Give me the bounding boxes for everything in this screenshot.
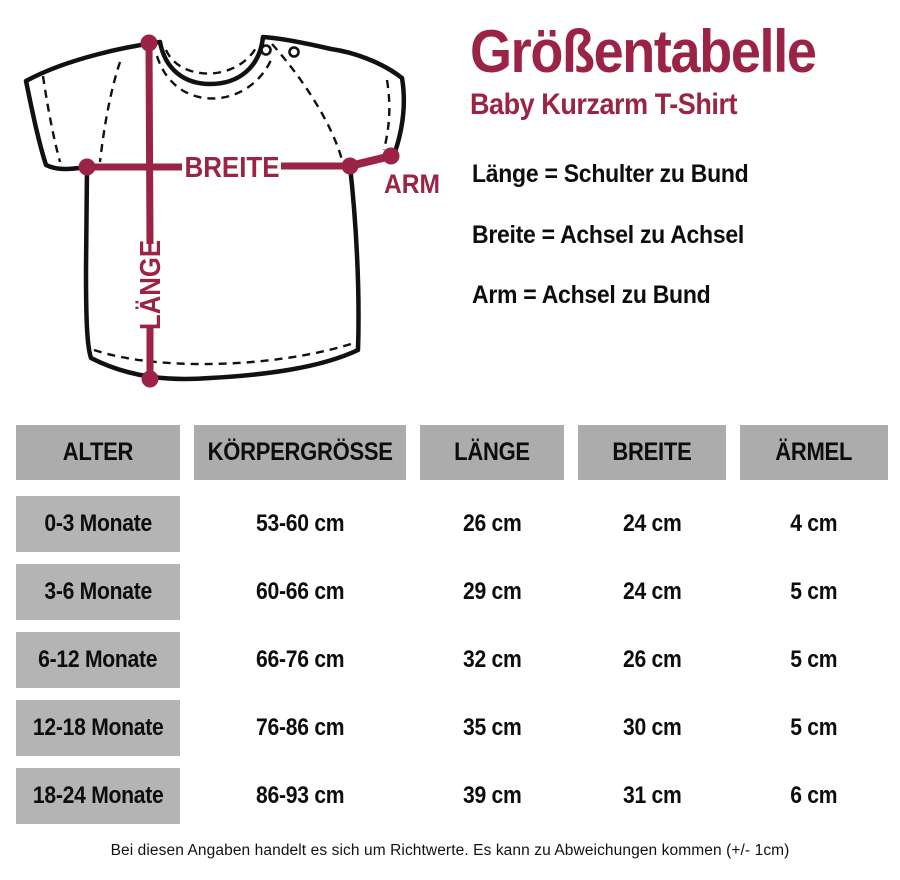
breite-label: BREITE	[184, 152, 280, 184]
tshirt-outline	[26, 37, 404, 379]
page-subtitle: Baby Kurzarm T-Shirt	[470, 88, 738, 121]
cell-text: 30 cm	[622, 714, 682, 741]
laenge-line-top	[149, 43, 150, 244]
tshirt-measurement-diagram	[10, 20, 445, 410]
definition-laenge: Länge = Schulter zu Bund	[472, 160, 749, 188]
cell-text: 24 cm	[622, 578, 682, 605]
definition-arm: Arm = Achsel zu Bund	[472, 281, 711, 309]
cell-text: 76-86 cm	[255, 714, 345, 741]
cell-text: 39 cm	[462, 782, 522, 809]
shoulder-dot	[141, 35, 158, 52]
header-label: LÄNGE	[454, 438, 530, 466]
table-cell	[740, 632, 888, 688]
row-label-cell	[16, 700, 180, 756]
cell-text: 35 cm	[462, 714, 522, 741]
row-label-cell	[16, 632, 180, 688]
table-cell	[578, 496, 726, 552]
table-cell	[578, 632, 726, 688]
cell-text: 29 cm	[462, 578, 522, 605]
table-cell	[194, 700, 406, 756]
row-label-cell	[16, 768, 180, 824]
cell-text: 31 cm	[622, 782, 682, 809]
table-cell	[578, 768, 726, 824]
row-label-cell	[16, 564, 180, 620]
table-cell	[420, 564, 564, 620]
header-label: KÖRPERGRÖSSE	[207, 438, 393, 466]
row-label-cell	[16, 496, 180, 552]
cell-text: 32 cm	[462, 646, 522, 673]
cell-text: 5 cm	[790, 714, 838, 741]
cell-text: 12-18 Monate	[32, 714, 164, 741]
cell-text: 4 cm	[790, 510, 838, 537]
footer-note: Bei diesen Angaben handelt es sich um Richtwerte. Es kann zu Abweichungen kommen (+/- 1cm)	[110, 842, 790, 859]
cell-text: 53-60 cm	[255, 510, 345, 537]
header-label: ALTER	[62, 438, 134, 466]
table-cell	[194, 768, 406, 824]
right-armpit-dot	[342, 158, 359, 175]
arm-label: ARM	[384, 169, 440, 199]
page-title: Größentabelle	[470, 18, 816, 85]
laenge-label: LÄNGE	[135, 228, 167, 330]
cell-text: 18-24 Monate	[32, 782, 164, 809]
cell-text: 3-6 Monate	[44, 578, 152, 605]
cell-text: 60-66 cm	[255, 578, 345, 605]
cell-text: 86-93 cm	[255, 782, 345, 809]
header-label: BREITE	[612, 438, 692, 466]
table-cell	[740, 496, 888, 552]
cell-text: 6 cm	[790, 782, 838, 809]
cell-text: 24 cm	[622, 510, 682, 537]
table-cell	[740, 700, 888, 756]
cell-text: 26 cm	[622, 646, 682, 673]
sleeve-end-dot	[383, 148, 400, 165]
table-cell	[420, 496, 564, 552]
table-cell	[740, 768, 888, 824]
header-cell-breite	[578, 425, 726, 480]
cell-text: 6-12 Monate	[38, 646, 158, 673]
header-cell-koerpergroesse	[194, 425, 406, 480]
table-cell	[740, 564, 888, 620]
table-cell	[194, 632, 406, 688]
table-cell	[420, 700, 564, 756]
hem-dot	[142, 371, 159, 388]
table-cell	[578, 564, 726, 620]
table-cell	[194, 564, 406, 620]
left-armpit-dot	[79, 159, 96, 176]
title-block	[470, 18, 854, 121]
header-cell-alter	[16, 425, 180, 480]
cell-text: 66-76 cm	[255, 646, 345, 673]
size-table-body	[16, 496, 888, 824]
cell-text: 0-3 Monate	[44, 510, 152, 537]
table-cell	[194, 496, 406, 552]
table-cell	[578, 700, 726, 756]
header-cell-aermel	[740, 425, 888, 480]
header-cell-laenge	[420, 425, 564, 480]
cell-text: 5 cm	[790, 646, 838, 673]
table-cell	[420, 632, 564, 688]
definition-breite: Breite = Achsel zu Achsel	[472, 220, 744, 249]
table-cell	[420, 768, 564, 824]
size-table-header	[16, 425, 888, 480]
header-label: ÄRMEL	[775, 438, 853, 466]
cell-text: 5 cm	[790, 578, 838, 605]
cell-text: 26 cm	[462, 510, 522, 537]
measurement-definitions	[472, 161, 772, 310]
